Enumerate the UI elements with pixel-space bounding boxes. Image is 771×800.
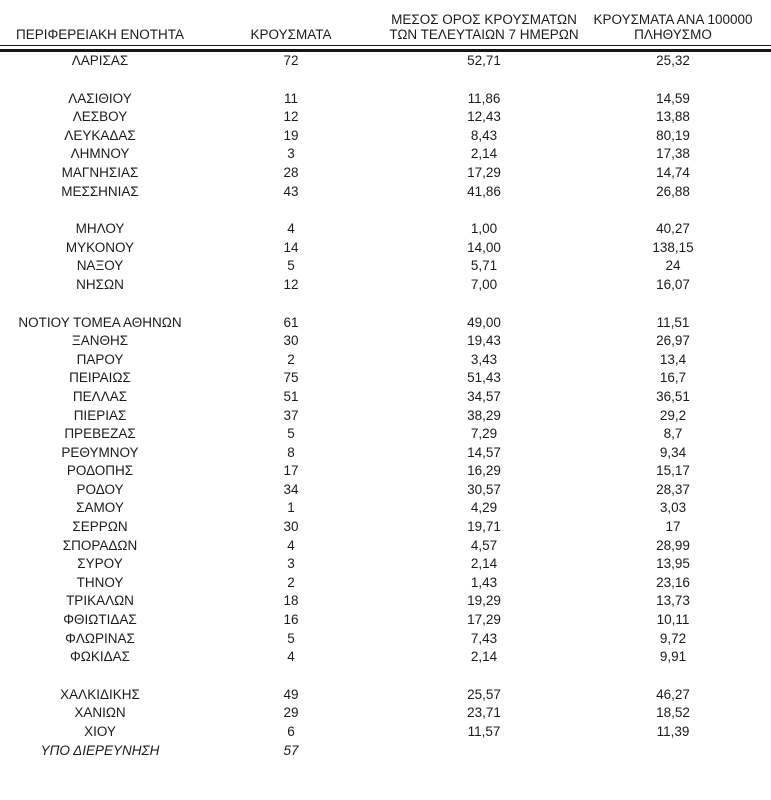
cases-cell: 3 bbox=[287, 146, 295, 162]
avg7-cell: 52,71 bbox=[467, 53, 501, 68]
table-row bbox=[0, 686, 771, 705]
table-row bbox=[0, 462, 771, 481]
cases-cell: 37 bbox=[283, 407, 299, 423]
avg7-cell: 14,57 bbox=[467, 444, 501, 460]
cases-cell: 14 bbox=[283, 239, 299, 255]
avg7-cell bbox=[382, 742, 586, 761]
region-cell: ΝΑΞΟΥ bbox=[76, 258, 124, 274]
table-body bbox=[0, 51, 771, 761]
avg7-cell: 2,14 bbox=[470, 556, 498, 572]
per100k-cell: 25,32 bbox=[656, 53, 690, 68]
avg7-cell: 49,00 bbox=[467, 314, 501, 330]
per100k-cell: 11,51 bbox=[656, 314, 690, 330]
region-cell: ΦΛΩΡΙΝΑΣ bbox=[65, 630, 135, 646]
avg7-cell: 11,57 bbox=[467, 724, 501, 739]
avg7-cell: 19,43 bbox=[467, 333, 501, 349]
avg7-cell: 11,86 bbox=[467, 90, 501, 106]
spacer-row bbox=[0, 295, 771, 314]
per100k-cell: 13,4 bbox=[659, 351, 687, 367]
table-row bbox=[0, 630, 771, 649]
avg7-cell: 7,00 bbox=[470, 276, 498, 292]
region-cell: ΡΟΔΟΥ bbox=[76, 481, 124, 497]
per100k-cell: 138,15 bbox=[652, 239, 694, 255]
region-cell: ΛΑΣΙΘΙΟΥ bbox=[68, 90, 132, 106]
table-row bbox=[0, 742, 771, 761]
avg7-cell: 4,57 bbox=[470, 537, 498, 553]
avg7-cell: 4,29 bbox=[470, 500, 498, 516]
region-cell: ΤΗΝΟΥ bbox=[76, 574, 124, 590]
cases-cell: 8 bbox=[287, 444, 295, 460]
cases-cell: 49 bbox=[283, 686, 299, 702]
header-cases-per-100k bbox=[586, 0, 771, 46]
table-row bbox=[0, 351, 771, 370]
avg7-cell: 5,71 bbox=[470, 258, 498, 274]
per100k-cell: 9,91 bbox=[659, 649, 687, 665]
table-row bbox=[0, 108, 771, 127]
cases-cell: 18 bbox=[283, 593, 299, 609]
per100k-cell: 16,7 bbox=[659, 370, 687, 386]
table-row bbox=[0, 220, 771, 239]
region-cell: ΡΟΔΟΠΗΣ bbox=[66, 463, 134, 479]
per100k-cell: 46,27 bbox=[656, 686, 690, 702]
table-row bbox=[0, 257, 771, 276]
region-cell: ΠΕΙΡΑΙΩΣ bbox=[69, 370, 131, 386]
header-cases bbox=[200, 0, 382, 46]
table-row bbox=[0, 239, 771, 258]
per100k-cell: 10,11 bbox=[656, 612, 690, 628]
cases-cell: 2 bbox=[287, 574, 295, 590]
region-cell: ΦΘΙΩΤΙΔΑΣ bbox=[63, 612, 137, 628]
table-row bbox=[0, 388, 771, 407]
cases-cell: 5 bbox=[287, 630, 295, 646]
per100k-cell: 29,2 bbox=[659, 407, 687, 423]
cases-cell: 30 bbox=[283, 519, 299, 535]
table-row bbox=[0, 481, 771, 500]
avg7-cell: 25,57 bbox=[467, 686, 501, 702]
table-row bbox=[0, 648, 771, 667]
region-cell: ΥΠΟ ΔΙΕΡΕΥΝΗΣΗ bbox=[40, 742, 160, 758]
per100k-cell: 28,37 bbox=[656, 481, 690, 497]
per100k-cell: 40,27 bbox=[656, 221, 690, 237]
avg7-cell: 16,29 bbox=[467, 463, 501, 479]
avg7-cell: 34,57 bbox=[467, 388, 501, 404]
spacer-row bbox=[0, 71, 771, 90]
table-row bbox=[0, 518, 771, 537]
avg7-cell: 23,71 bbox=[467, 705, 501, 721]
header-line: ΤΩΝ ΤΕΛΕΥΤΑΙΩΝ 7 ΗΜΕΡΩΝ bbox=[389, 27, 579, 42]
header-line: ΠΕΡΙΦΕΡΕΙΑΚΗ ΕΝΟΤΗΤΑ bbox=[15, 27, 185, 42]
per100k-cell: 13,73 bbox=[656, 593, 690, 609]
region-cell: ΦΩΚΙΔΑΣ bbox=[70, 649, 130, 665]
cases-cell: 4 bbox=[287, 221, 295, 237]
table-row bbox=[0, 425, 771, 444]
table-row bbox=[0, 723, 771, 742]
avg7-cell: 14,00 bbox=[467, 239, 501, 255]
table-row bbox=[0, 145, 771, 164]
region-cell: ΣΑΜΟΥ bbox=[76, 500, 124, 516]
table-row bbox=[0, 276, 771, 295]
table-row bbox=[0, 704, 771, 723]
header-line: ΠΛΗΘΥΣΜΟ bbox=[634, 27, 712, 42]
per100k-cell: 26,97 bbox=[656, 333, 690, 349]
per100k-cell: 18,52 bbox=[656, 705, 690, 721]
table-row bbox=[0, 369, 771, 388]
header-7day-average bbox=[382, 0, 586, 46]
region-cell: ΣΕΡΡΩΝ bbox=[72, 519, 128, 535]
per100k-cell: 17 bbox=[665, 519, 681, 535]
region-cell: ΣΥΡΟΥ bbox=[77, 556, 123, 572]
per100k-cell: 8,7 bbox=[663, 426, 683, 442]
table-row bbox=[0, 90, 771, 109]
table-row bbox=[0, 164, 771, 183]
avg7-cell: 2,14 bbox=[470, 649, 498, 665]
per100k-cell: 13,95 bbox=[656, 556, 690, 572]
region-cell: ΛΗΜΝΟΥ bbox=[70, 146, 130, 162]
per100k-cell: 28,99 bbox=[656, 537, 690, 553]
avg7-cell: 2,14 bbox=[470, 146, 498, 162]
avg7-cell: 7,29 bbox=[470, 426, 498, 442]
per100k-cell: 23,16 bbox=[656, 574, 690, 590]
table-header bbox=[0, 0, 771, 51]
per100k-cell: 17,38 bbox=[656, 146, 690, 162]
spacer-row bbox=[0, 667, 771, 686]
avg7-cell: 3,43 bbox=[470, 351, 498, 367]
per100k-cell: 9,34 bbox=[659, 444, 687, 460]
region-cell: ΤΡΙΚΑΛΩΝ bbox=[66, 593, 134, 609]
cases-cell: 34 bbox=[283, 481, 299, 497]
per100k-cell: 16,07 bbox=[656, 276, 690, 292]
table-row bbox=[0, 127, 771, 146]
table-row bbox=[0, 407, 771, 426]
cases-cell: 4 bbox=[287, 537, 295, 553]
header-line: ΜΕΣΟΣ ΟΡΟΣ ΚΡΟΥΣΜΑΤΩΝ bbox=[391, 12, 577, 27]
cases-cell: 28 bbox=[283, 164, 299, 180]
per100k-cell: 3,03 bbox=[659, 500, 687, 516]
header-line: ΚΡΟΥΣΜΑΤΑ bbox=[250, 27, 332, 42]
avg7-cell: 30,57 bbox=[467, 481, 501, 497]
per100k-cell: 36,51 bbox=[656, 388, 690, 404]
cases-cell: 17 bbox=[283, 463, 299, 479]
cases-cell: 5 bbox=[287, 258, 295, 274]
region-cell: ΠΕΛΛΑΣ bbox=[72, 388, 128, 404]
per100k-cell: 9,72 bbox=[659, 630, 687, 646]
per100k-cell: 13,88 bbox=[656, 109, 690, 125]
table-row bbox=[0, 574, 771, 593]
per100k-cell: 80,19 bbox=[656, 127, 690, 143]
cases-cell: 43 bbox=[283, 183, 299, 199]
region-cell: ΞΑΝΘΗΣ bbox=[71, 333, 129, 349]
table-row bbox=[0, 592, 771, 611]
cases-cell: 6 bbox=[287, 724, 295, 739]
avg7-cell: 1,43 bbox=[470, 574, 498, 590]
table-row bbox=[0, 537, 771, 556]
region-cell: ΜΕΣΣΗΝΙΑΣ bbox=[61, 183, 139, 199]
avg7-cell: 17,29 bbox=[467, 164, 501, 180]
region-cell: ΛΑΡΙΣΑΣ bbox=[71, 53, 129, 68]
per100k-cell bbox=[586, 742, 771, 761]
cases-cell: 75 bbox=[283, 370, 299, 386]
per100k-cell: 26,88 bbox=[656, 183, 690, 199]
per100k-cell: 11,39 bbox=[656, 724, 690, 739]
table-row bbox=[0, 332, 771, 351]
region-cell: ΛΕΣΒΟΥ bbox=[72, 109, 128, 125]
cases-cell: 30 bbox=[283, 333, 299, 349]
per100k-cell: 15,17 bbox=[656, 463, 690, 479]
cases-cell: 16 bbox=[283, 612, 299, 628]
cases-cell: 5 bbox=[287, 426, 295, 442]
cases-cell: 51 bbox=[283, 388, 299, 404]
region-cell: ΣΠΟΡΑΔΩΝ bbox=[62, 537, 138, 553]
per100k-cell: 14,74 bbox=[656, 164, 690, 180]
cases-cell: 57 bbox=[283, 742, 299, 758]
avg7-cell: 38,29 bbox=[467, 407, 501, 423]
avg7-cell: 17,29 bbox=[467, 612, 501, 628]
table-row bbox=[0, 183, 771, 202]
region-cell: ΜΑΓΝΗΣΙΑΣ bbox=[61, 164, 139, 180]
region-cell: ΠΡΕΒΕΖΑΣ bbox=[64, 426, 136, 442]
cases-cell: 12 bbox=[283, 276, 299, 292]
region-cell: ΠΙΕΡΙΑΣ bbox=[73, 407, 127, 423]
cases-cell: 19 bbox=[283, 127, 299, 143]
table-row bbox=[0, 444, 771, 463]
region-cell: ΡΕΘΥΜΝΟΥ bbox=[61, 444, 139, 460]
avg7-cell: 1,00 bbox=[470, 221, 498, 237]
cases-cell: 4 bbox=[287, 649, 295, 665]
table-row bbox=[0, 499, 771, 518]
region-cell: ΜΥΚΟΝΟΥ bbox=[65, 239, 135, 255]
cases-cell: 11 bbox=[283, 90, 298, 106]
avg7-cell: 51,43 bbox=[467, 370, 501, 386]
avg7-cell: 41,86 bbox=[467, 183, 501, 199]
cases-cell: 12 bbox=[283, 109, 299, 125]
table-row bbox=[0, 51, 771, 71]
avg7-cell: 19,71 bbox=[467, 519, 501, 535]
cases-cell: 1 bbox=[287, 500, 295, 516]
avg7-cell: 12,43 bbox=[467, 109, 501, 125]
region-cell: ΧΑΛΚΙΔΙΚΗΣ bbox=[60, 686, 140, 702]
table-row bbox=[0, 314, 771, 333]
region-cell: ΝΗΣΩΝ bbox=[76, 276, 124, 292]
header-line: ΚΡΟΥΣΜΑΤΑ ΑΝΑ 100000 bbox=[593, 12, 753, 27]
region-cell: ΝΟΤΙΟΥ ΤΟΜΕΑ ΑΘΗΝΩΝ bbox=[18, 314, 182, 330]
avg7-cell: 8,43 bbox=[470, 127, 498, 143]
region-cell: ΠΑΡΟΥ bbox=[76, 351, 124, 367]
per100k-cell: 24 bbox=[665, 258, 681, 274]
table-row bbox=[0, 611, 771, 630]
header-row bbox=[0, 0, 771, 46]
region-cell: ΧΙΟΥ bbox=[84, 724, 116, 739]
header-region bbox=[0, 0, 200, 46]
cases-cell: 61 bbox=[283, 314, 299, 330]
cases-cell: 72 bbox=[283, 53, 299, 68]
region-cell: ΜΗΛΟΥ bbox=[75, 221, 125, 237]
region-cell: ΧΑΝΙΩΝ bbox=[74, 705, 126, 721]
avg7-cell: 19,29 bbox=[467, 593, 501, 609]
cases-cell: 3 bbox=[287, 556, 295, 572]
table-row bbox=[0, 555, 771, 574]
per100k-cell: 14,59 bbox=[656, 90, 690, 106]
region-cell: ΛΕΥΚΑΔΑΣ bbox=[64, 127, 136, 143]
cases-cell: 29 bbox=[283, 705, 299, 721]
cases-cell: 2 bbox=[287, 351, 295, 367]
spacer-row bbox=[0, 201, 771, 220]
avg7-cell: 7,43 bbox=[470, 630, 498, 646]
